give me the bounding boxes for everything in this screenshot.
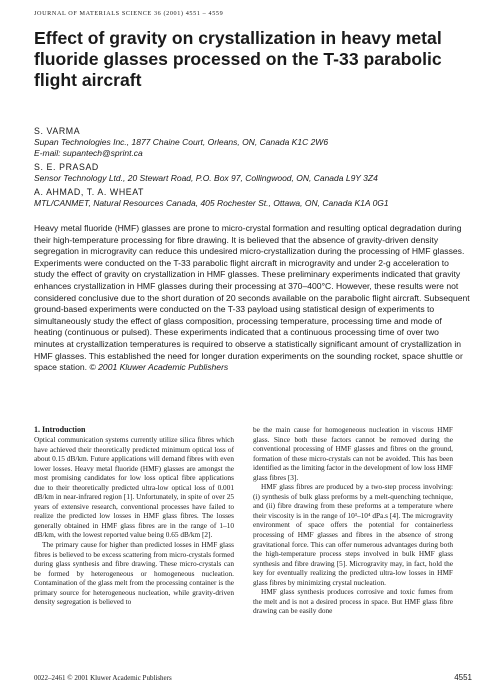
- body-column-left: [34, 425, 234, 607]
- footer-issn: 0022–2461 © 2001 Kluwer Academic Publishers: [34, 674, 172, 682]
- author-entry: [34, 125, 474, 159]
- section-heading: 1. Introduction: [34, 425, 86, 434]
- body-paragraph: HMF glass synthesis produces corrosive and toxic fumes from the melt and is not a desired process in space. But HMF glass fibre drawing can be easily done: [253, 587, 453, 616]
- body-column-right: [253, 425, 453, 616]
- author-name: A. AHMAD, T. A. WHEAT: [34, 187, 145, 197]
- body-paragraph: The primary cause for higher than predicted losses in HMF glass fibres is believed to be excess scattering from micro-crystals formed during glass synthesis and fibre drawing. These micro-crystals can be formed by heterogeneous or homogeneous nucleation. Contamination of the glass melt from the processing container is the primary source for heterogeneous nucleation, while gravity-driven density segregation is believed to: [34, 540, 234, 607]
- article-title: Effect of gravity on crystallization in heavy metal fluoride glasses processed on the T-33 parabolic flight aircraft: [34, 28, 442, 90]
- author-affiliation: Supan Technologies Inc., 1877 Chaine Court, Orleans, ON, Canada K1C 2W6: [34, 137, 329, 147]
- body-paragraph: Optical communication systems currently utilize silica fibres which have achieved their theoretically predicted minimum optical loss of about 0.15 dB/km. Future applications will demand fibres with even lower losses. Heavy metal fluoride (HMF) glasses are amongst the most promising candidates for low loss optical fibre applications due to their theoretically predicted ultra-low optical loss of 0.001 dB/km in near-infrared region [1]. Unfortunately, in spite of over 25 years of extensive research, conventional processes have failed to realize the predicted low losses in HMF glass fibres. The losses generally obtained in HMF glass fibres are in the range of 1–10 dB/km, with the lowest reported value being 0.65 dB/km [2].: [34, 435, 234, 540]
- body-paragraph: HMF glass fibres are produced by a two-step process involving: (i) synthesis of bulk glass preforms by a melt-quenching technique, and (ii) fibre drawing from these preforms at a temperature where their viscosity is in the range of 10³–10⁴ dPa.s [4]. The microgravity environment of space offers the potential for containerless processing of HMF glasses and fibres in the absence of strong gravitational force. This can offer numerous advantages during both the high-temperature process steps involved in bulk HMF glass synthesis and fibre drawing [5]. Microgravity may, in fact, hold the key for eventually realizing the predicted ultra-low losses in HMF glass fibres by minimizing crystal nucleation.: [253, 482, 453, 587]
- author-affiliation: Sensor Technology Ltd., 20 Stewart Road, P.O. Box 97, Collingwood, ON, Canada L9Y 3Z4: [34, 173, 378, 183]
- author-list: [34, 125, 474, 211]
- author-affiliation: MTL/CANMET, Natural Resources Canada, 405 Rochester St., Ottawa, ON, Canada K1A 0G1: [34, 198, 389, 208]
- abstract-copyright: © 2001 Kluwer Academic Publishers: [89, 362, 229, 373]
- abstract: [34, 223, 471, 374]
- author-name: S. VARMA: [34, 126, 81, 136]
- author-entry: [34, 161, 474, 184]
- abstract-text: Heavy metal fluoride (HMF) glasses are prone to micro-crystal formation and resulting optical degradation during their high-temperature processing for fibre drawing. It is believed that the absence of gravity-driven density segregation in microgravity can reduce this undesired micro-crystallization during the processing of HMF glasses. Experiments were conducted on the T-33 parabolic flight aircraft in microgravity and under 2-g acceleration to study the effect of gravity on crystallization in HMF glasses. These preliminary experiments indicated that gravity enhances crystallization in HMF glasses during their processing at 370–400°C. However, these results were not considered conclusive due to the short duration of 20 seconds available on the parabolic flight aircraft. Subsequent ground-based experiments were conducted on the T-33 payload using statistical design of experiments to simultaneously study the effect of glass composition, processing temperature, processing time and mode of heating (continuous or pulsed). These experiments indicated that a continuous processing time of over two minutes at crystallization temperatures is required to observe a statistically significant amount of crystallization in HMF glasses. This established the need for longer duration experiments on the sounding rocket, space shuttle or space station.: [34, 223, 470, 373]
- author-name: S. E. PRASAD: [34, 162, 99, 172]
- running-head: JOURNAL OF MATERIALS SCIENCE 36 (2001) 4551 – 4559: [34, 10, 224, 17]
- body-paragraph: be the main cause for homogeneous nucleation in viscous HMF glass. Since both these factors cannot be removed during the conventional processing of HMF glasses and fibres on the ground, formation of these micro-crystals can not be avoided. This has been identified as the limiting factor in the development of low loss HMF glass fibres [3].: [253, 425, 453, 482]
- page-number: 4551: [454, 673, 472, 682]
- author-entry: [34, 186, 474, 209]
- author-email[interactable]: E-mail: supantech@sprint.ca: [34, 148, 143, 158]
